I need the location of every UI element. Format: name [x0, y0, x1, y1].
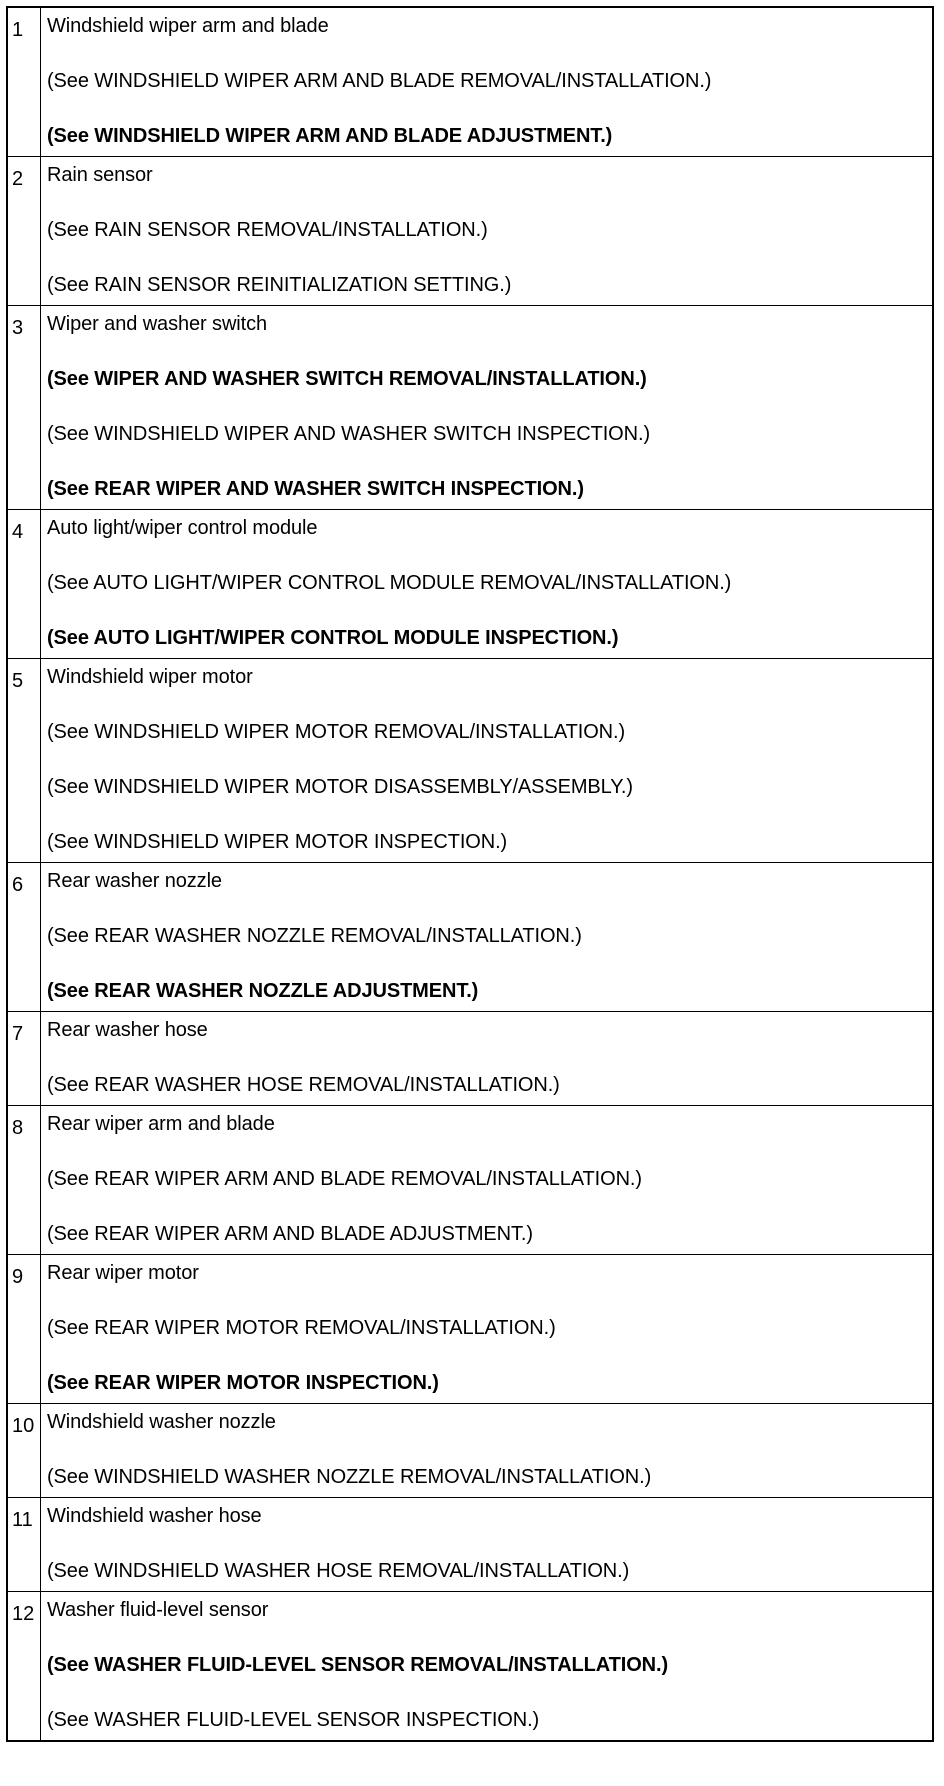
item-number: 11: [8, 1498, 41, 1591]
procedure-reference-link[interactable]: (See RAIN SENSOR REMOVAL/INSTALLATION.): [47, 219, 488, 241]
item-number: 12: [8, 1592, 41, 1740]
item-title: Auto light/wiper control module: [47, 517, 318, 539]
table-row: [8, 509, 932, 658]
item-content: [41, 659, 932, 862]
procedure-reference-link[interactable]: (See REAR WASHER HOSE REMOVAL/INSTALLATION.): [47, 1074, 560, 1096]
procedure-reference-link[interactable]: (See WINDSHIELD WASHER HOSE REMOVAL/INSTALLATION.): [47, 1560, 630, 1582]
item-content: [41, 306, 932, 509]
item-title: Rear wiper arm and blade: [47, 1113, 275, 1135]
item-title: Washer fluid-level sensor: [47, 1599, 269, 1621]
item-title: Windshield wiper arm and blade: [47, 15, 329, 37]
item-title: Rear wiper motor: [47, 1262, 199, 1284]
item-number: 10: [8, 1404, 41, 1497]
item-content: [41, 1498, 932, 1591]
item-content: [41, 157, 932, 305]
item-number: 8: [8, 1106, 41, 1254]
table-row: [8, 1011, 932, 1105]
procedure-reference-link[interactable]: (See AUTO LIGHT/WIPER CONTROL MODULE INSPECTION.): [47, 627, 619, 649]
item-content: [41, 8, 932, 156]
item-number: 3: [8, 306, 41, 509]
item-number: 7: [8, 1012, 41, 1105]
procedure-reference-link[interactable]: (See RAIN SENSOR REINITIALIZATION SETTING.): [47, 274, 512, 296]
item-number: 1: [8, 8, 41, 156]
procedure-reference-link[interactable]: (See WIPER AND WASHER SWITCH REMOVAL/INSTALLATION.): [47, 368, 647, 390]
procedure-reference-link[interactable]: (See WINDSHIELD WASHER NOZZLE REMOVAL/INSTALLATION.): [47, 1466, 652, 1488]
table-row: [8, 862, 932, 1011]
component-reference-table: [6, 6, 934, 1742]
procedure-reference-link[interactable]: (See WASHER FLUID-LEVEL SENSOR REMOVAL/INSTALLATION.): [47, 1654, 669, 1676]
procedure-reference-link[interactable]: (See WINDSHIELD WIPER ARM AND BLADE ADJUSTMENT.): [47, 125, 613, 147]
table-row: [8, 156, 932, 305]
procedure-reference-link[interactable]: (See REAR WASHER NOZZLE REMOVAL/INSTALLATION.): [47, 925, 582, 947]
procedure-reference-link[interactable]: (See REAR WIPER ARM AND BLADE REMOVAL/INSTALLATION.): [47, 1168, 642, 1190]
table-row: [8, 1254, 932, 1403]
procedure-reference-link[interactable]: (See REAR WIPER ARM AND BLADE ADJUSTMENT.): [47, 1223, 533, 1245]
procedure-reference-link[interactable]: (See WINDSHIELD WIPER AND WASHER SWITCH INSPECTION.): [47, 423, 651, 445]
table-row: [8, 1591, 932, 1740]
item-content: [41, 1592, 932, 1740]
item-number: 9: [8, 1255, 41, 1403]
item-number: 2: [8, 157, 41, 305]
procedure-reference-link[interactable]: (See WINDSHIELD WIPER MOTOR INSPECTION.): [47, 831, 508, 853]
procedure-reference-link[interactable]: (See WINDSHIELD WIPER ARM AND BLADE REMOVAL/INSTALLATION.): [47, 70, 712, 92]
item-content: [41, 863, 932, 1011]
table-row: [8, 1105, 932, 1254]
procedure-reference-link[interactable]: (See REAR WASHER NOZZLE ADJUSTMENT.): [47, 980, 479, 1002]
item-content: [41, 1255, 932, 1403]
item-number: 6: [8, 863, 41, 1011]
item-content: [41, 510, 932, 658]
item-number: 5: [8, 659, 41, 862]
procedure-reference-link[interactable]: (See WINDSHIELD WIPER MOTOR REMOVAL/INSTALLATION.): [47, 721, 626, 743]
table-row: [8, 305, 932, 509]
item-title: Windshield washer hose: [47, 1505, 262, 1527]
item-title: Windshield wiper motor: [47, 666, 253, 688]
table-row: [8, 8, 932, 156]
table-row: [8, 1497, 932, 1591]
item-number: 4: [8, 510, 41, 658]
item-title: Rain sensor: [47, 164, 153, 186]
item-title: Rear washer hose: [47, 1019, 208, 1041]
item-content: [41, 1404, 932, 1497]
procedure-reference-link[interactable]: (See REAR WIPER MOTOR INSPECTION.): [47, 1372, 439, 1394]
procedure-reference-link[interactable]: (See REAR WIPER MOTOR REMOVAL/INSTALLATION.): [47, 1317, 556, 1339]
item-title: Wiper and washer switch: [47, 313, 268, 335]
procedure-reference-link[interactable]: (See WINDSHIELD WIPER MOTOR DISASSEMBLY/ASSEMBLY.): [47, 776, 633, 798]
procedure-reference-link[interactable]: (See REAR WIPER AND WASHER SWITCH INSPECTION.): [47, 478, 584, 500]
item-content: [41, 1106, 932, 1254]
table-row: [8, 1403, 932, 1497]
table-row: [8, 658, 932, 862]
item-title: Windshield washer nozzle: [47, 1411, 276, 1433]
item-content: [41, 1012, 932, 1105]
procedure-reference-link[interactable]: (See AUTO LIGHT/WIPER CONTROL MODULE REMOVAL/INSTALLATION.): [47, 572, 732, 594]
item-title: Rear washer nozzle: [47, 870, 222, 892]
procedure-reference-link[interactable]: (See WASHER FLUID-LEVEL SENSOR INSPECTION.): [47, 1709, 540, 1731]
